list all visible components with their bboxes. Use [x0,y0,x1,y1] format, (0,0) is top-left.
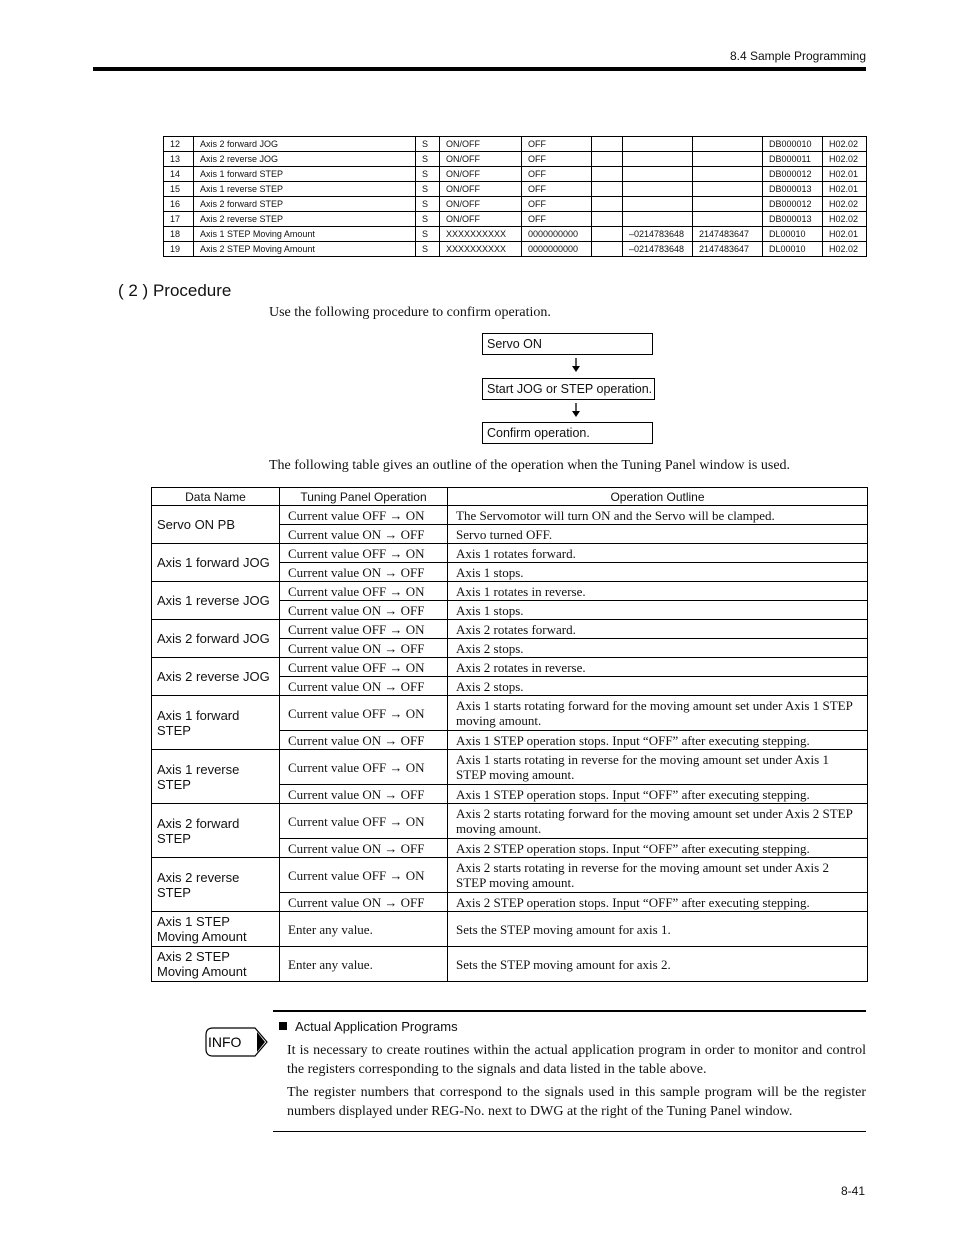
table-cell: 0000000000 [522,227,592,242]
table-cell: S [416,182,440,197]
operation-outline-cell: Axis 2 STEP operation stops. Input “OFF” after executing stepping. [448,893,868,912]
table-cell: S [416,212,440,227]
table-cell: ON/OFF [440,212,522,227]
table-cell: Axis 2 reverse JOG [194,152,416,167]
data-name-cell: Axis 2 reverse STEP [152,858,280,912]
table-cell: DB000012 [763,197,823,212]
tuning-operation-cell: Current value OFF → ON [280,506,448,525]
data-name-cell: Axis 1 STEP Moving Amount [152,912,280,947]
table-row [152,506,868,525]
table-cell [592,227,623,242]
table-cell: S [416,152,440,167]
table-cell: Axis 1 STEP Moving Amount [194,227,416,242]
table-cell [693,197,763,212]
procedure-intro: Use the following procedure to confirm operation. [269,305,551,320]
table-cell: 17 [164,212,194,227]
table-cell [592,182,623,197]
tuning-operation-cell: Enter any value. [280,947,448,982]
operation-outline-cell: Axis 2 STEP operation stops. Input “OFF” after executing stepping. [448,839,868,858]
table-cell: Axis 2 forward JOG [194,137,416,152]
tuning-operation-cell: Enter any value. [280,912,448,947]
table-cell: Axis 1 forward STEP [194,167,416,182]
table-row [164,167,867,182]
operation-outline-cell: Axis 1 STEP operation stops. Input “OFF” after executing stepping. [448,785,868,804]
data-name-cell: Axis 2 STEP Moving Amount [152,947,280,982]
signal-table [163,136,867,257]
info-top-rule [273,1010,866,1012]
operation-outline-cell: Axis 2 stops. [448,677,868,696]
table-cell: H02.02 [823,152,867,167]
operation-outline-cell: Axis 2 starts rotating in reverse for the moving amount set under Axis 2 STEP moving amount. [448,858,868,893]
table-cell: H02.02 [823,242,867,257]
header-rule [93,67,866,71]
tuning-operation-cell: Current value OFF → ON [280,582,448,601]
table-row [164,137,867,152]
table-cell: DL00010 [763,227,823,242]
operation-outline-cell: Axis 1 stops. [448,563,868,582]
tuning-operation-cell: Current value OFF → ON [280,544,448,563]
operation-outline-cell: Axis 2 starts rotating forward for the moving amount set under Axis 2 STEP moving amount. [448,804,868,839]
operation-outline-cell: Axis 1 starts rotating forward for the moving amount set under Axis 1 STEP moving amount. [448,696,868,731]
operation-outline-cell: Axis 1 rotates forward. [448,544,868,563]
operation-outline-cell: Axis 2 rotates in reverse. [448,658,868,677]
table-cell [623,167,693,182]
table-cell: OFF [522,182,592,197]
table-row [152,947,868,982]
table-row [152,658,868,677]
table-cell: 12 [164,137,194,152]
column-header-tuning-panel-operation: Tuning Panel Operation [280,488,448,506]
table-cell: S [416,167,440,182]
tuning-operation-cell: Current value OFF → ON [280,804,448,839]
table-cell: ON/OFF [440,197,522,212]
tuning-operation-cell: Current value ON → OFF [280,785,448,804]
table-cell: H02.02 [823,197,867,212]
table-row [152,696,868,731]
table-cell [592,152,623,167]
table-cell [693,182,763,197]
operation-outline-cell: Sets the STEP moving amount for axis 1. [448,912,868,947]
flow-step-confirm-operation: Confirm operation. [482,422,653,444]
tuning-operation-cell: Current value ON → OFF [280,639,448,658]
tuning-operation-cell: Current value OFF → ON [280,620,448,639]
table-cell: H02.02 [823,137,867,152]
table-row [152,750,868,785]
tuning-operation-cell: Current value ON → OFF [280,839,448,858]
column-header-data-name: Data Name [152,488,280,506]
square-bullet-icon [279,1022,287,1030]
data-name-cell: Axis 1 forward JOG [152,544,280,582]
table-cell: 15 [164,182,194,197]
table-cell: ON/OFF [440,167,522,182]
table-cell: 2147483647 [693,242,763,257]
operation-outline-cell: Axis 1 STEP operation stops. Input “OFF” after executing stepping. [448,731,868,750]
table-cell: –0214783648 [623,242,693,257]
table-cell: DB000010 [763,137,823,152]
operation-outline-cell: The Servomotor will turn ON and the Servo will be clamped. [448,506,868,525]
info-bottom-rule [273,1131,866,1132]
table-row [152,544,868,563]
table-cell [592,212,623,227]
table-cell [623,152,693,167]
tuning-operation-cell: Current value OFF → ON [280,750,448,785]
flow-step-servo-on: Servo ON [482,333,653,355]
table-cell: 16 [164,197,194,212]
flow-step-start-operation: Start JOG or STEP operation. [482,378,655,400]
table-cell: Axis 2 STEP Moving Amount [194,242,416,257]
info-title-text: Actual Application Programs [295,1019,458,1034]
table-cell [623,197,693,212]
operation-outline-cell: Axis 1 stops. [448,601,868,620]
table-row [152,858,868,893]
table-cell: DB000013 [763,212,823,227]
table-row [152,620,868,639]
operation-outline-cell: Axis 2 rotates forward. [448,620,868,639]
data-name-cell: Servo ON PB [152,506,280,544]
table-intro: The following table gives an outline of the operation when the Tuning Panel window is used. [269,458,791,473]
table-cell [592,242,623,257]
table-row [152,912,868,947]
table-row [164,242,867,257]
table-cell: OFF [522,197,592,212]
table-cell: H02.01 [823,227,867,242]
procedure-heading: ( 2 ) Procedure [118,281,232,300]
data-name-cell: Axis 2 reverse JOG [152,658,280,696]
table-cell: OFF [522,137,592,152]
table-row [164,197,867,212]
table-cell: 14 [164,167,194,182]
table-cell: S [416,197,440,212]
table-cell: 19 [164,242,194,257]
arrow-down-icon [570,358,582,372]
table-cell [623,212,693,227]
tuning-operation-cell: Current value ON → OFF [280,677,448,696]
table-cell: H02.01 [823,167,867,182]
table-cell: OFF [522,212,592,227]
operation-outline-cell: Axis 2 stops. [448,639,868,658]
table-cell: DB000013 [763,182,823,197]
table-cell: OFF [522,167,592,182]
table-cell [592,167,623,182]
table-cell: 13 [164,152,194,167]
table-cell: DB000011 [763,152,823,167]
table-cell: XXXXXXXXXX [440,242,522,257]
table-row [164,182,867,197]
table-cell [592,137,623,152]
data-name-cell: Axis 1 reverse STEP [152,750,280,804]
tuning-operation-cell: Current value ON → OFF [280,525,448,544]
operation-table [151,487,868,982]
operation-outline-cell: Sets the STEP moving amount for axis 2. [448,947,868,982]
table-cell: H02.01 [823,182,867,197]
table-cell: 0000000000 [522,242,592,257]
table-cell: XXXXXXXXXX [440,227,522,242]
table-cell: ON/OFF [440,137,522,152]
table-cell: OFF [522,152,592,167]
table-cell: 2147483647 [693,227,763,242]
table-cell [693,137,763,152]
section-header: 8.4 Sample Programming [729,49,866,63]
info-title [279,1019,458,1034]
operation-outline-cell: Servo turned OFF. [448,525,868,544]
tuning-operation-cell: Current value OFF → ON [280,696,448,731]
table-cell [693,167,763,182]
table-row [164,227,867,242]
operation-outline-cell: Axis 1 rotates in reverse. [448,582,868,601]
tuning-operation-cell: Current value ON → OFF [280,893,448,912]
table-cell: ON/OFF [440,152,522,167]
data-name-cell: Axis 2 forward STEP [152,804,280,858]
tuning-operation-cell: Current value OFF → ON [280,858,448,893]
table-row [152,804,868,839]
table-cell: ON/OFF [440,182,522,197]
operation-outline-cell: Axis 1 starts rotating in reverse for the moving amount set under Axis 1 STEP moving amount. [448,750,868,785]
data-name-cell: Axis 1 reverse JOG [152,582,280,620]
table-row [164,212,867,227]
table-cell: Axis 2 reverse STEP [194,212,416,227]
info-icon [203,1022,269,1062]
info-paragraph: The register numbers that correspond to the signals used in this sample program will be the register numbers displayed under REG-No. next to DWG at the right of the Tuning Panel window. [287,1085,866,1119]
table-cell: S [416,137,440,152]
table-row [164,152,867,167]
info-icon-label: INFO [208,1034,242,1050]
data-name-cell: Axis 2 forward JOG [152,620,280,658]
tuning-operation-cell: Current value ON → OFF [280,563,448,582]
tuning-operation-cell: Current value ON → OFF [280,601,448,620]
tuning-operation-cell: Current value OFF → ON [280,658,448,677]
table-cell [693,212,763,227]
arrow-down-icon [570,403,582,417]
tuning-operation-cell: Current value ON → OFF [280,731,448,750]
data-name-cell: Axis 1 forward STEP [152,696,280,750]
table-cell: DL00010 [763,242,823,257]
table-cell: 18 [164,227,194,242]
table-cell: S [416,242,440,257]
table-cell [693,152,763,167]
table-cell: –0214783648 [623,227,693,242]
table-cell: H02.02 [823,212,867,227]
page-number: 8-41 [840,1184,865,1198]
info-paragraph: It is necessary to create routines within the actual application program in order to monitor and control the registers corresponding to the signals and data listed in the table above. [287,1043,866,1077]
table-cell [592,197,623,212]
table-cell: S [416,227,440,242]
table-cell: Axis 2 forward STEP [194,197,416,212]
table-cell: Axis 1 reverse STEP [194,182,416,197]
table-cell: DB000012 [763,167,823,182]
table-cell [623,137,693,152]
table-cell [623,182,693,197]
table-row [152,582,868,601]
column-header-operation-outline: Operation Outline [448,488,868,506]
